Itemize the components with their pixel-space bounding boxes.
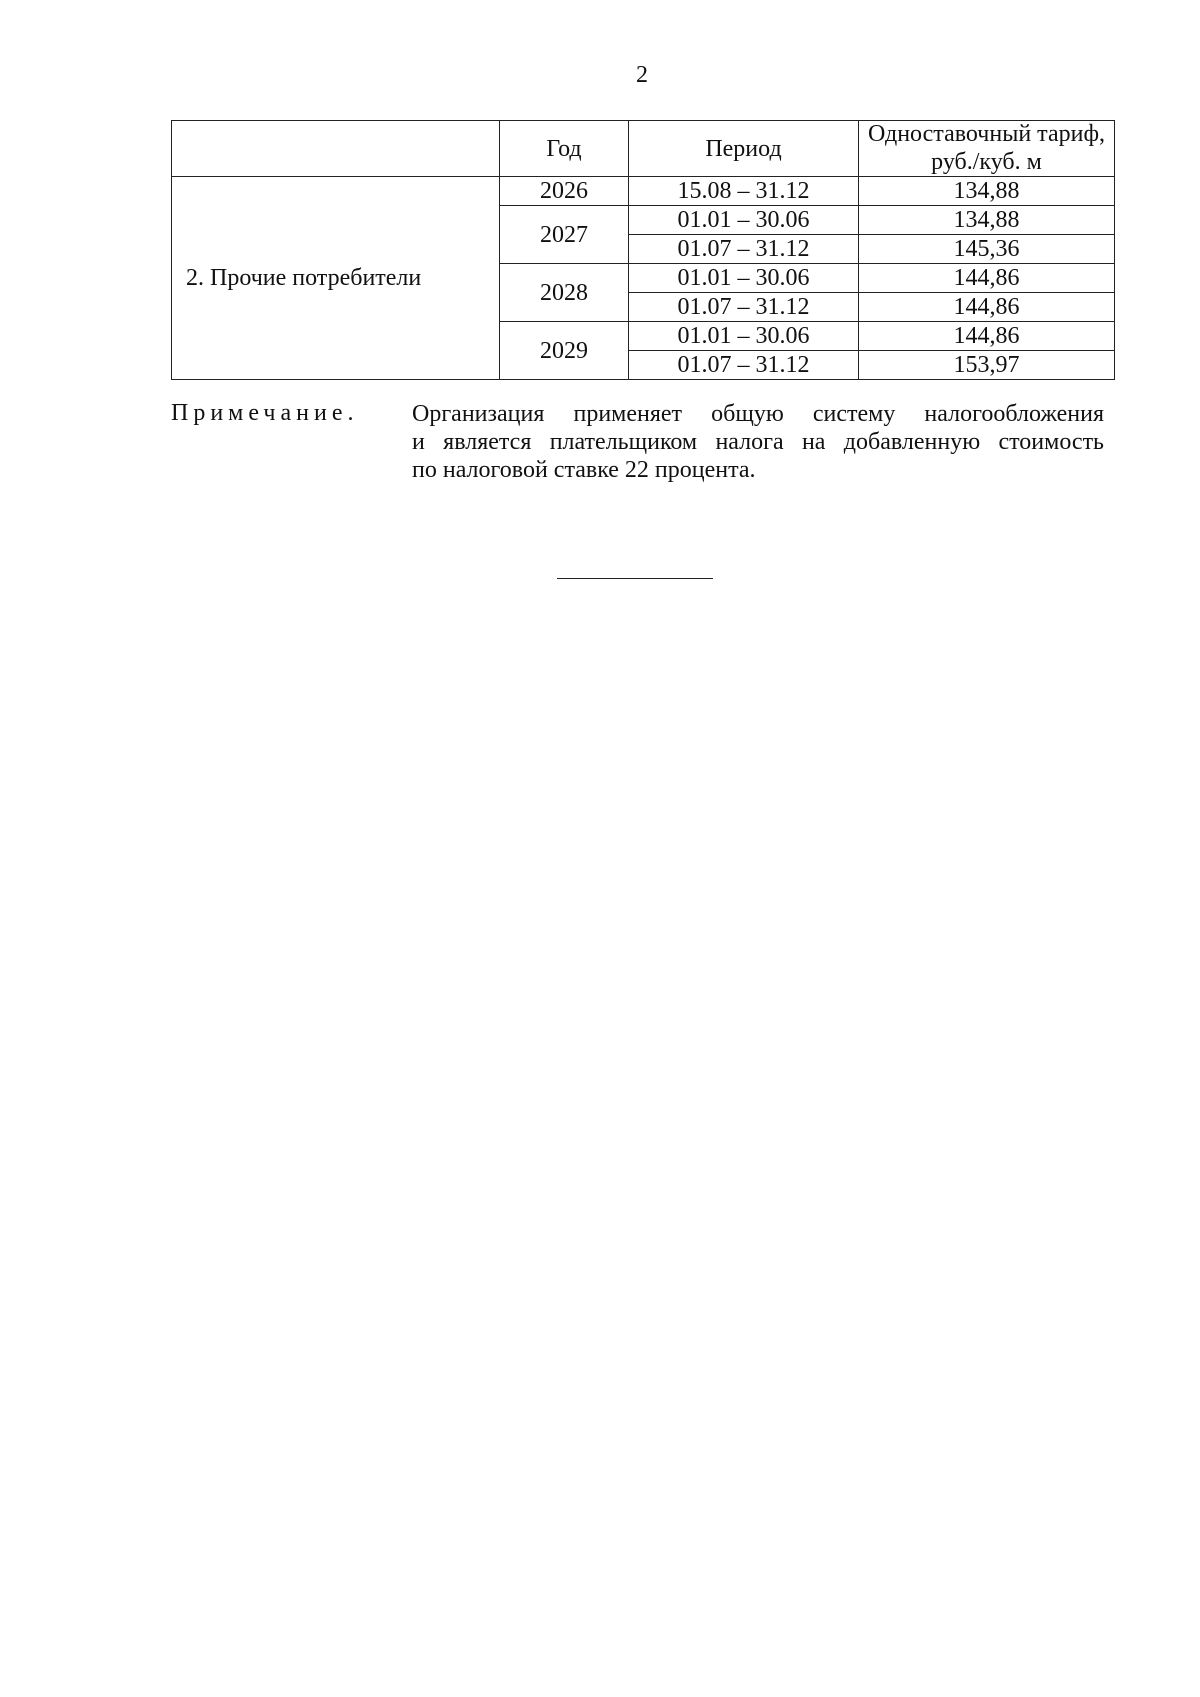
tariff-cell: 134,88 [859,177,1115,206]
period-cell: 01.07 – 31.12 [629,235,859,264]
page-number: 2 [636,62,648,88]
header-year: Год [500,121,629,177]
year-cell: 2029 [500,322,629,380]
period-cell: 01.07 – 31.12 [629,293,859,322]
table-header-row [172,121,1115,177]
header-tariff [859,121,1115,177]
header-tariff-line1: Одноставочный тариф, [867,121,1105,147]
tariff-cell: 134,88 [859,206,1115,235]
year-cell: 2028 [500,264,629,322]
period-cell: 01.01 – 30.06 [629,322,859,351]
year-cell: 2026 [500,177,629,206]
period-cell: 15.08 – 31.12 [629,177,859,206]
period-cell: 01.01 – 30.06 [629,264,859,293]
year-cell: 2027 [500,206,629,264]
header-tariff-text [868,121,1105,176]
tariff-cell: 144,86 [859,264,1115,293]
note-label: Примечание. [171,400,359,426]
note-line: Организация применяет общую систему налогообложения [412,401,1104,427]
closing-rule [557,578,713,579]
note-line: по налоговой ставке 22 процента. [412,457,756,483]
tariff-cell: 144,86 [859,293,1115,322]
header-tariff-line2: руб./куб. м [931,148,1042,175]
category-cell: 2. Прочие потребители [172,177,500,380]
tariff-cell: 144,86 [859,322,1115,351]
table-row [172,177,1115,206]
header-category [172,121,500,177]
tariff-cell: 145,36 [859,235,1115,264]
note-body [412,400,1104,484]
note-line: и является плательщиком налога на добавленную стоимость [412,429,1104,455]
period-cell: 01.01 – 30.06 [629,206,859,235]
period-cell: 01.07 – 31.12 [629,351,859,380]
tariff-table [171,120,1115,380]
header-period: Период [629,121,859,177]
tariff-cell: 153,97 [859,351,1115,380]
